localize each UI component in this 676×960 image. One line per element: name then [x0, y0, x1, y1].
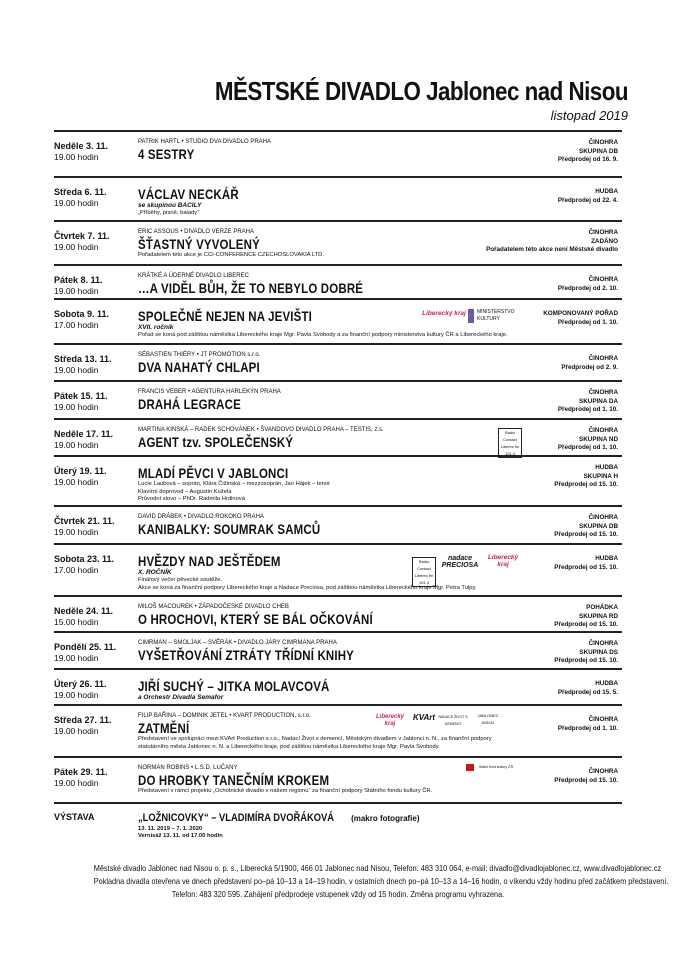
- event-genre: ČINOHRA: [588, 514, 618, 521]
- event-info: [138, 186, 498, 218]
- event-day: Středa 13. 11.: [54, 354, 112, 364]
- event-note: Průvodní slovo – PhDr. Radmila Hrdinová: [138, 496, 245, 502]
- event-day: Pátek 15. 11.: [54, 391, 108, 401]
- event-group: SKUPINA DS: [579, 648, 618, 656]
- event-genre: ČINOHRA: [588, 276, 618, 283]
- month-label: listopad 2019: [550, 108, 628, 123]
- event-time: 19.00 hodin: [54, 690, 99, 700]
- event-time: 19.00 hodin: [54, 402, 99, 412]
- event-date: [54, 141, 136, 163]
- event-genre: HUDBA: [595, 680, 618, 687]
- state-fund-culture-logo: Státní fond kultury ČR: [466, 764, 516, 771]
- event-time: 19.00 hodin: [54, 653, 99, 663]
- event-meta: [558, 716, 618, 733]
- event-info: [138, 426, 498, 450]
- event-time: 17.00 hodin: [54, 320, 99, 330]
- event-genre: ČINOHRA: [588, 229, 618, 236]
- event-presale: Předprodej od 22. 4.: [557, 196, 618, 204]
- event-meta: [558, 427, 618, 453]
- event-meta: [558, 139, 618, 165]
- event-time: 19.00 hodin: [54, 152, 99, 162]
- event-presale: Předprodej od 15. 10.: [554, 563, 618, 571]
- event-row: [54, 345, 622, 382]
- event-row: [54, 545, 622, 597]
- liberecky-kraj-logo: Liberecký kraj: [422, 310, 466, 317]
- event-genre: ČINOHRA: [588, 355, 618, 362]
- event-row: [54, 300, 622, 345]
- event-presale: Předprodej od 15. 10.: [554, 481, 618, 488]
- event-meta: [558, 389, 618, 415]
- footer-address: Městské divadlo Jablonec nad Nisou o. p. s., Liberecká 5/1900, 466 01 Jablonec nad Nisou, Telefon: 483 310 064, e-mail: divadlo@divadlojablonec.cz, www.divadlojablonec.cz: [93, 863, 662, 873]
- event-group: SKUPINA H: [583, 472, 618, 480]
- event-group: SKUPINA RD: [579, 612, 618, 620]
- event-row: [54, 597, 622, 633]
- event-day: Středa 27. 11.: [54, 715, 112, 725]
- event-presale: Předprodej od 2. 10.: [557, 284, 618, 292]
- event-row: [54, 266, 622, 300]
- event-date: [54, 554, 136, 576]
- event-note: Pořad se koná pod záštitou náměstka Libereckého kraje Mgr. Pavla Svobody a za finanční podpory ministerstva kultury ČR a Libereckého kraje.: [138, 332, 508, 338]
- event-title: …A VIDĚL BŮH, ŽE TO NEBYLO DOBRÉ: [138, 280, 364, 296]
- event-info: [138, 639, 498, 663]
- event-title: O HROCHOVI, KTERÝ SE BÁL OČKOVÁNÍ: [138, 611, 373, 627]
- event-genre: HUDBA: [595, 464, 618, 471]
- event-meta: [554, 555, 618, 572]
- event-title: JIŘÍ SUCHÝ – JITKA MOLAVCOVÁ: [138, 678, 330, 694]
- event-row: [54, 457, 622, 507]
- event-organizer: ERIC ASSOUS • DIVADLO VERZE PRAHA: [138, 229, 255, 235]
- event-group: SKUPINA ND: [579, 435, 618, 443]
- event-subtitle: XVII. ročník: [138, 324, 174, 331]
- event-row: [54, 633, 622, 670]
- event-presale: Předprodej od 15. 10.: [554, 531, 618, 538]
- event-meta: [543, 310, 618, 327]
- event-title: HVĚZDY NAD JEŠTĚDEM: [138, 553, 281, 569]
- event-time: 19.00 hodin: [54, 778, 99, 788]
- event-info: [138, 465, 498, 504]
- event-date: [54, 466, 136, 488]
- event-subtitle: se skupinou BACILY: [138, 202, 202, 209]
- event-presale: Předprodej od 1. 10.: [557, 444, 618, 451]
- nadace-logo: NADACE ŽIVOT S DEMENCÍ: [438, 715, 468, 726]
- event-date: [54, 715, 136, 737]
- event-time: 19.00 hodin: [54, 198, 99, 208]
- event-row: [54, 507, 622, 545]
- event-presale: Předprodej od 1. 10.: [557, 318, 618, 326]
- event-group: SKUPINA DA: [579, 397, 618, 405]
- event-presale: Předprodej od 15. 10.: [554, 776, 618, 784]
- event-note: Lucie Laubová – soprán, Klára Čižinská – mezzosoprán, Jan Hájek – tenor: [138, 481, 331, 487]
- event-note: Představení v rámci projektu „Ochotnické divadlo v našem regionu“ za finanční podpory Státního fondu kultury ČR.: [138, 788, 433, 794]
- event-meta: [558, 680, 618, 697]
- event-time: 19.00 hodin: [54, 726, 99, 736]
- event-day: Čtvrtek 21. 11.: [54, 516, 115, 526]
- event-date: [54, 231, 136, 253]
- event-presale: Předprodej od 15. 10.: [554, 621, 618, 628]
- event-title: DRAHÁ LEGRACE: [138, 396, 241, 412]
- event-date: [54, 606, 136, 628]
- event-presale: Pořadatelem této akce není Městské divadlo: [486, 246, 618, 253]
- event-genre: ČINOHRA: [588, 139, 618, 146]
- event-title: ŠŤASTNÝ VYVOLENÝ: [138, 236, 260, 252]
- event-info: [138, 513, 498, 537]
- event-date: [54, 429, 136, 451]
- event-day: Neděle 17. 11.: [54, 429, 114, 439]
- exhibition-label: VÝSTAVA: [54, 812, 95, 822]
- ministry-of-culture-logo: MINISTERSTVO KULTURY: [468, 309, 527, 323]
- footer: [54, 862, 669, 901]
- event-date: [54, 391, 136, 413]
- event-day: Úterý 19. 11.: [54, 466, 107, 476]
- exhibition-vernissage: Vernisáž 13. 11. od 17.00 hodin: [138, 833, 223, 839]
- event-day: Sobota 9. 11.: [54, 309, 110, 319]
- event-note: Akce se koná za finanční podpory Libereckého kraje a Nadace Preciosa, pod záštitou náměstka Libereckého kraje Mgr. Petra Tulpy.: [138, 584, 477, 591]
- event-date: [54, 679, 136, 701]
- event-genre: POHÁDKA: [586, 604, 618, 611]
- event-time: 17.00 hodin: [54, 565, 99, 575]
- event-day: Pátek 8. 11.: [54, 275, 103, 285]
- event-date: [54, 516, 136, 538]
- event-organizer: NORMAN ROBINS • L.S.D. LUČANY: [138, 765, 238, 771]
- event-date: [54, 354, 136, 376]
- event-time: 19.00 hodin: [54, 440, 99, 450]
- event-organizer: FRANCIS VEBER • AGENTURA HARLEKÝN PRAHA: [138, 389, 281, 395]
- event-organizer: SÉBASTIEN THIÉRY • JT PROMOTION s.r.o.: [138, 352, 261, 358]
- event-title: DO HROBKY TANEČNÍM KROKEM: [138, 772, 330, 788]
- event-info: [138, 678, 498, 702]
- event-meta: [554, 604, 618, 630]
- event-genre: ČINOHRA: [588, 389, 618, 396]
- event-title: DVA NAHATÝ CHLAPI: [138, 359, 260, 375]
- event-meta: [558, 276, 618, 293]
- exhibition-dates: 13. 11. 2019 – 7. 1. 2020: [138, 826, 203, 832]
- event-info: [138, 388, 498, 412]
- event-organizer: MILOŠ MACOUREK • ZÁPADOČESKÉ DIVADLO CHEB: [138, 604, 289, 610]
- event-meta: [558, 188, 618, 205]
- event-day: Neděle 3. 11.: [54, 141, 109, 151]
- kvart-logo: KVArt: [412, 713, 436, 722]
- event-group: ZADÁNO: [591, 237, 618, 245]
- event-genre: HUDBA: [595, 188, 618, 195]
- event-genre: ČINOHRA: [588, 716, 618, 723]
- event-time: 19.00 hodin: [54, 365, 99, 375]
- event-meta: [561, 355, 618, 372]
- event-day: Čtvrtek 7. 11.: [54, 231, 110, 241]
- event-date: [54, 767, 136, 789]
- event-organizer: PATRIK HARTL • STUDIO DVA DIVADLO PRAHA: [138, 139, 272, 145]
- event-time: 19.00 hodin: [54, 286, 99, 296]
- preciosa-logo: nadace PRECIOSA: [441, 555, 479, 569]
- liberecky-kraj-logo: Liberecký kraj: [487, 554, 519, 568]
- event-subtitle: a Orchestr Divadla Semafor: [138, 694, 224, 701]
- event-row: [54, 382, 622, 420]
- event-row: [54, 706, 622, 758]
- exhibition-title: „LOŽNICOVKY“ – VLADIMÍRA DVOŘÁKOVÁ: [138, 812, 335, 824]
- event-presale: Předprodej od 15. 10.: [554, 657, 618, 664]
- event-organizer: CIMRMAN – SMOLJAK – SVĚRÁK • DIVADLO JÁRY CIMRMANA PRAHA: [138, 640, 337, 646]
- event-note: Pořadatelem této akce je CCI-CONFERENCE CZECHOSLOVAKIA LTD.: [138, 252, 324, 258]
- event-day: Středa 6. 11.: [54, 187, 107, 197]
- event-info: [138, 764, 498, 796]
- exhibition-suffix: (makro fotografie): [351, 814, 420, 823]
- radio-contact-logo: Radio Contact Liberec fm 101.4: [412, 557, 436, 587]
- event-genre: ČINOHRA: [588, 768, 618, 775]
- event-meta: [486, 229, 618, 255]
- event-subtitle: X. ROČNÍK: [138, 569, 172, 576]
- event-info: [138, 351, 498, 375]
- liberecky-kraj-logo: Liberecký kraj: [375, 714, 405, 727]
- event-presale: Předprodej od 1. 10.: [557, 724, 618, 732]
- event-meta: [554, 464, 618, 490]
- event-group: SKUPINA DB: [579, 147, 618, 155]
- event-presale: Předprodej od 15. 5.: [557, 688, 618, 696]
- event-note: statutárního města Jablonec n. N. a Libereckého kraje, pod záštitou náměstka Libereckého kraje Mgr. Pavla Svobody.: [138, 743, 440, 750]
- event-date: [54, 309, 136, 331]
- footer-hours: Pokladna divadla otevřena ve dnech představení po–pá 10–13 a 14–19 hodin, v ostatních dnech po–pá 10–13 a 14–16 hodin, o víkendu vždy hodinu před začátkem představení.: [93, 876, 669, 886]
- event-meta: [554, 768, 618, 785]
- event-group: SKUPINA DB: [579, 522, 618, 530]
- event-day: Pátek 29. 11.: [54, 767, 108, 777]
- event-meta: [554, 640, 618, 666]
- event-note: Představení ve spolupráci mezi KVArt Production s.r.o., Nadací Život s demencí, Městským divadlem v Jablonci n. N., za finanční podpory: [138, 736, 492, 742]
- event-organizer: KRÁTKÉ A ÚDERNÉ DIVADLO LIBEREC: [138, 273, 249, 279]
- event-date: [54, 642, 136, 664]
- event-title: 4 SESTRY: [138, 146, 195, 162]
- event-day: Neděle 24. 11.: [54, 606, 114, 616]
- event-title: ZATMĚNÍ: [138, 720, 190, 736]
- event-presale: Předprodej od 16. 9.: [557, 156, 618, 163]
- event-row: [54, 132, 622, 178]
- event-day: Sobota 23. 11.: [54, 554, 115, 564]
- event-title: VÁCLAV NECKÁŘ: [138, 186, 239, 202]
- event-info: [138, 138, 498, 162]
- event-title: MLADÍ PĚVCI V JABLONCI: [138, 465, 289, 481]
- event-note: Finálový večer pěvecké soutěže.: [138, 577, 223, 583]
- event-time: 19.00 hodin: [54, 242, 99, 252]
- event-row: [54, 670, 622, 706]
- event-title: SPOLEČNĚ NEJEN NA JEVIŠTI: [138, 308, 313, 324]
- event-organizer: FILIP BAŘINA – DOMINIK JETEL • KVART PRODUCTION, s.r.o.: [138, 713, 311, 719]
- event-organizer: DAVID DRÁBEK • DIVADLO ROKOKO PRAHA: [138, 514, 264, 520]
- event-title: VYŠETŘOVÁNÍ ZTRÁTY TŘÍDNÍ KNIHY: [138, 647, 354, 663]
- event-time: 15.00 hodin: [54, 617, 99, 627]
- event-genre: ČINOHRA: [588, 640, 618, 647]
- event-meta: [554, 514, 618, 540]
- event-presale: Předprodej od 2. 9.: [561, 363, 618, 371]
- event-row: [54, 758, 622, 804]
- event-genre: ČINOHRA: [588, 427, 618, 434]
- event-title: AGENT tzv. SPOLEČENSKÝ: [138, 434, 294, 450]
- event-day: Pondělí 25. 11.: [54, 642, 117, 652]
- event-row: [54, 178, 622, 222]
- event-time: 19.00 hodin: [54, 527, 99, 537]
- page-title: MĚSTSKÉ DIVADLO Jablonec nad Nisou: [214, 76, 628, 106]
- event-genre: HUDBA: [595, 555, 618, 562]
- event-time: 19.00 hodin: [54, 477, 99, 487]
- event-organizer: MARTINA KINSKÁ – RADEK SCHOVÁNEK • ŠVANDOVO DIVADLO PRAHA – TESTIS, z.s.: [138, 427, 384, 433]
- event-info: [138, 228, 498, 260]
- event-title: KANIBALKY: SOUMRAK SAMCŮ: [138, 521, 321, 537]
- event-date: [54, 187, 136, 209]
- jablonec-logo: JABLONEC NISOU: [477, 713, 499, 725]
- event-day: Úterý 26. 11.: [54, 679, 107, 689]
- radio-contact-logo: Radio Contact Liberec fm 101.4: [498, 428, 522, 458]
- event-genre: KOMPONOVANÝ POŘAD: [543, 310, 618, 317]
- event-row: [54, 222, 622, 266]
- event-info: [138, 272, 498, 296]
- event-info: [138, 603, 498, 627]
- event-row: [54, 420, 622, 457]
- event-note: Klavírní doprovod – Augustin Kužela: [138, 488, 232, 495]
- event-date: [54, 275, 136, 297]
- footer-phone: Telefon: 483 320 595. Zahájení předprodeje vstupenek vždy od 15 hodin. Změna programu vyhrazena.: [171, 889, 505, 899]
- event-note: „Příběhy, písně, balady“: [138, 210, 200, 216]
- event-presale: Předprodej od 1. 10.: [557, 406, 618, 413]
